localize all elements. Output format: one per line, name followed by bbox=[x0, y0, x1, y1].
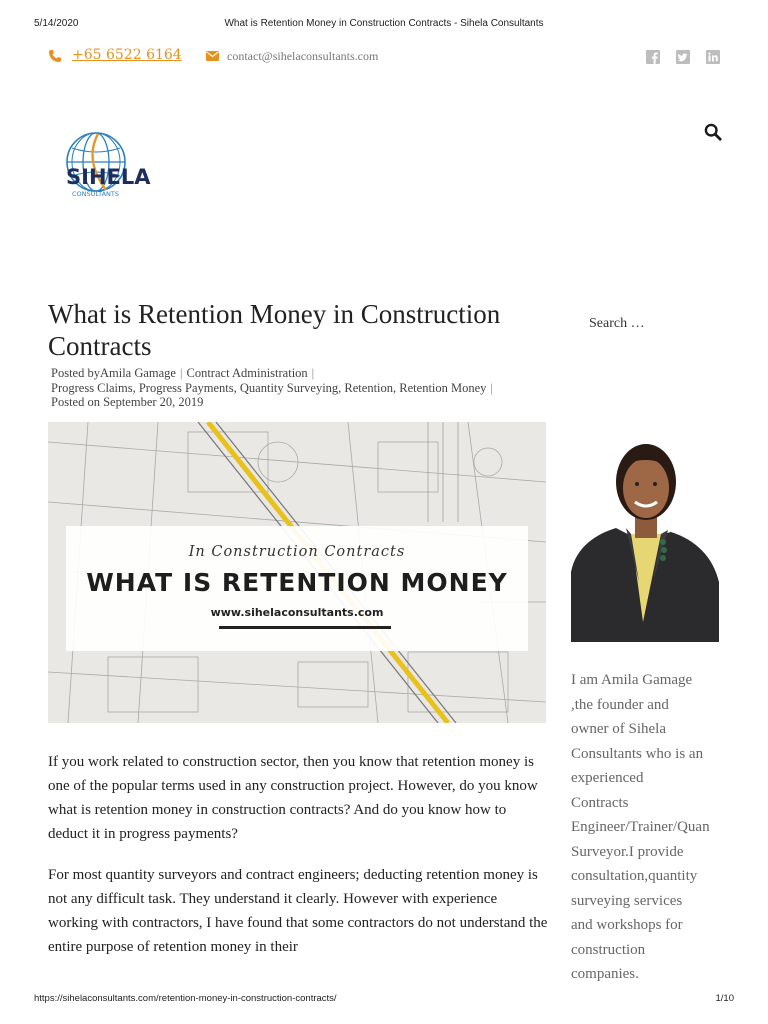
bio-line: construction bbox=[571, 941, 646, 958]
bio-line: companies. bbox=[571, 966, 639, 982]
print-page-title: What is Retention Money in Construction Contracts - Sihela Consultants bbox=[224, 18, 544, 29]
envelope-icon bbox=[206, 51, 219, 61]
post-title: What is Retention Money in Construction Contracts bbox=[48, 299, 501, 361]
bio-line: Contracts bbox=[571, 794, 629, 811]
paragraph: For most quantity surveyors and contract engineers; deducting retention money is not any difficult task. They understand it clearly. However with experience working with contractors, I have found that some contractors do not understand the entire purpose of retention money in their bbox=[48, 867, 548, 955]
linkedin-icon[interactable] bbox=[706, 50, 720, 64]
hero-divider bbox=[219, 626, 391, 629]
hero-url: www.sihelaconsultants.com bbox=[210, 606, 384, 619]
tag-link[interactable]: Progress Claims bbox=[51, 380, 133, 395]
author-portrait bbox=[571, 422, 719, 642]
facebook-icon[interactable] bbox=[646, 50, 660, 64]
tag-link[interactable]: Quantity Surveying bbox=[239, 380, 339, 395]
bio-line: and workshops for bbox=[571, 917, 683, 933]
top-contact-bar bbox=[0, 46, 768, 68]
tag-list: Progress Claims, Progress Payments, Quantity Surveying, Retention, Retention Money | bbox=[51, 380, 493, 395]
bio-line: consultation,quantity bbox=[571, 868, 698, 884]
print-header bbox=[0, 18, 768, 32]
hero-caption-box bbox=[66, 526, 528, 651]
bio-line: surveying services bbox=[571, 892, 683, 909]
search-icon[interactable] bbox=[704, 123, 722, 141]
email-address[interactable]: contact@sihelaconsultants.com bbox=[227, 49, 379, 63]
tag-link[interactable]: Retention bbox=[344, 380, 394, 395]
svg-text:SIHELA: SIHELA bbox=[66, 165, 151, 189]
bio-line: Consultants who is an bbox=[571, 745, 704, 762]
paragraph: If you work related to construction sector, then you know that retention money is one of the popular terms used in any construction project. However, do you know what is retention money in construction contracts? And do you know how to deduct it in progress payments? bbox=[48, 754, 538, 842]
tag-link[interactable]: Progress Payments bbox=[138, 380, 234, 395]
phone-icon bbox=[48, 49, 62, 63]
phone-link[interactable]: +65 6522 6164 bbox=[72, 47, 182, 63]
posted-on: Posted on September 20, 2019 bbox=[51, 395, 204, 409]
bio-line: ,the founder and bbox=[571, 696, 669, 713]
post-meta: Posted byAmila Gamage | Contract Administration | Progress Claims, Progress Payments, Quantity Surveying, Retention, Retention Money | Posted on September 20, 2019 bbox=[51, 366, 551, 410]
posted-by-label: Posted by bbox=[51, 366, 100, 380]
bio-line: Surveyor.I provide bbox=[571, 843, 684, 860]
hero-subtitle: In Construction Contracts bbox=[188, 544, 406, 560]
author-link[interactable]: Amila Gamage bbox=[99, 366, 176, 380]
sidebar-search-input[interactable]: Search … bbox=[589, 316, 645, 331]
bio-line: owner of Sihela bbox=[571, 721, 666, 737]
author-bio bbox=[571, 668, 761, 987]
print-page-number: 1/10 bbox=[715, 993, 734, 1004]
hero-headline: WHAT IS RETENTION MONEY bbox=[86, 568, 508, 597]
article-body bbox=[48, 750, 548, 976]
print-url: https://sihelaconsultants.com/retention-money-in-construction-contracts/ bbox=[34, 993, 337, 1004]
hero-image bbox=[48, 422, 546, 723]
site-logo[interactable] bbox=[62, 132, 172, 202]
bio-line: experienced bbox=[571, 770, 644, 786]
category-link[interactable]: Contract Administration bbox=[186, 366, 308, 380]
print-date: 5/14/2020 bbox=[34, 18, 79, 29]
svg-text:CONSULTANTS: CONSULTANTS bbox=[72, 190, 119, 198]
bio-line: I am Amila Gamage bbox=[571, 672, 693, 688]
bio-line: Engineer/Trainer/Quan bbox=[571, 819, 710, 835]
twitter-icon[interactable] bbox=[676, 50, 690, 64]
tag-link[interactable]: Retention Money bbox=[399, 380, 487, 395]
globe-logo-icon bbox=[62, 132, 172, 202]
